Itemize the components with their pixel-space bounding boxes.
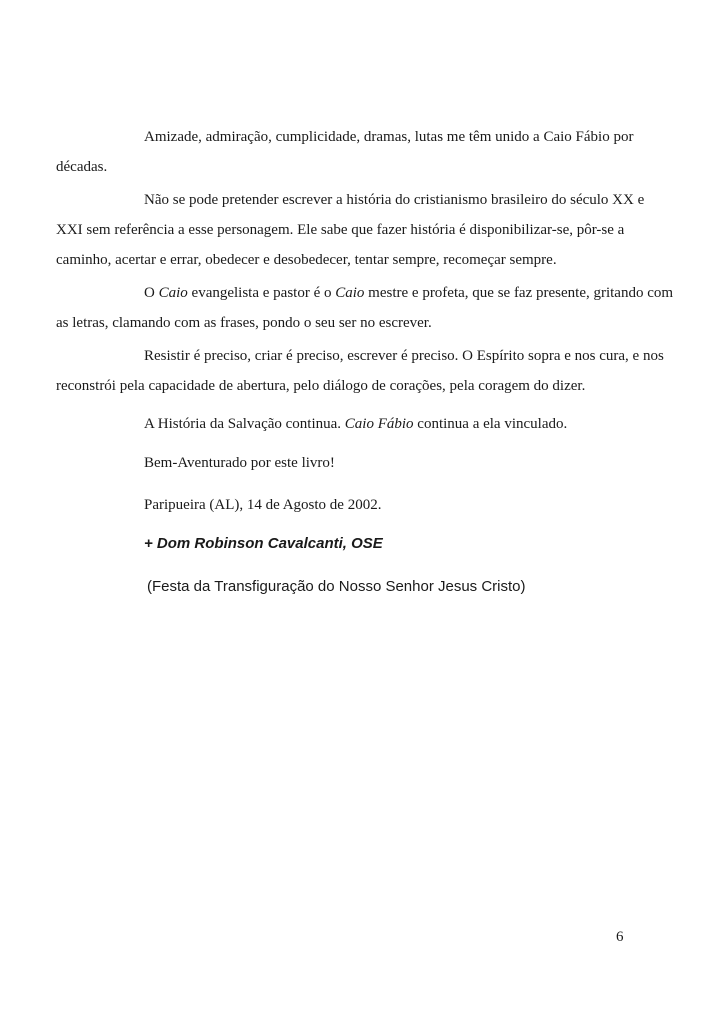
signature: + Dom Robinson Cavalcanti, OSE bbox=[144, 535, 383, 552]
paragraph-line: reconstrói pela capacidade de abertura, pelo diálogo de corações, pela coragem do dizer. bbox=[56, 378, 586, 394]
text-run: A História da Salvação continua. bbox=[144, 416, 345, 432]
paragraph-history bbox=[56, 185, 645, 275]
emphasis-caio-fabio: Caio Fábio bbox=[344, 416, 414, 432]
paragraph-line: caminho, acertar e errar, obedecer e desobedecer, tentar sempre, recomeçar sempre. bbox=[56, 252, 557, 268]
paragraph-line: Resistir é preciso, criar é preciso, escrever é preciso. O Espírito sopra e nos cura, e nos bbox=[144, 348, 664, 364]
paragraph-resist bbox=[56, 341, 664, 401]
paragraph-line: XXI sem referência a esse personagem. Ele sabe que fazer história é disponibilizar-se, pôr-se a bbox=[56, 222, 625, 238]
paragraph-line: as letras, clamando com as frases, pondo o seu ser no escrever. bbox=[56, 315, 432, 331]
paragraph-line: Não se pode pretender escrever a história do cristianismo brasileiro do século XX e bbox=[144, 192, 645, 208]
emphasis-caio: Caio bbox=[335, 285, 365, 301]
text-run: continua a ela vinculado. bbox=[413, 416, 568, 432]
paragraph-line bbox=[100, 278, 674, 308]
paragraph-place-date: Paripueira (AL), 14 de Agosto de 2002. bbox=[144, 497, 382, 513]
paragraph-friendship bbox=[56, 122, 634, 182]
paragraph-salvation bbox=[144, 409, 567, 439]
paragraph-line: Amizade, admiração, cumplicidade, dramas, lutas me têm unido a Caio Fábio por bbox=[144, 129, 634, 145]
feast-note: (Festa da Transfiguração do Nosso Senhor Jesus Cristo) bbox=[147, 578, 526, 595]
paragraph-line: décadas. bbox=[56, 159, 108, 175]
page-number: 6 bbox=[616, 929, 624, 945]
paragraph-blessed: Bem-Aventurado por este livro! bbox=[144, 455, 335, 471]
text-run: mestre e profeta, que se faz presente, gritando com bbox=[364, 285, 674, 301]
paragraph-caio bbox=[56, 278, 674, 338]
text-run: O bbox=[144, 285, 159, 301]
emphasis-caio: Caio bbox=[158, 285, 188, 301]
text-run: evangelista e pastor é o bbox=[187, 285, 336, 301]
